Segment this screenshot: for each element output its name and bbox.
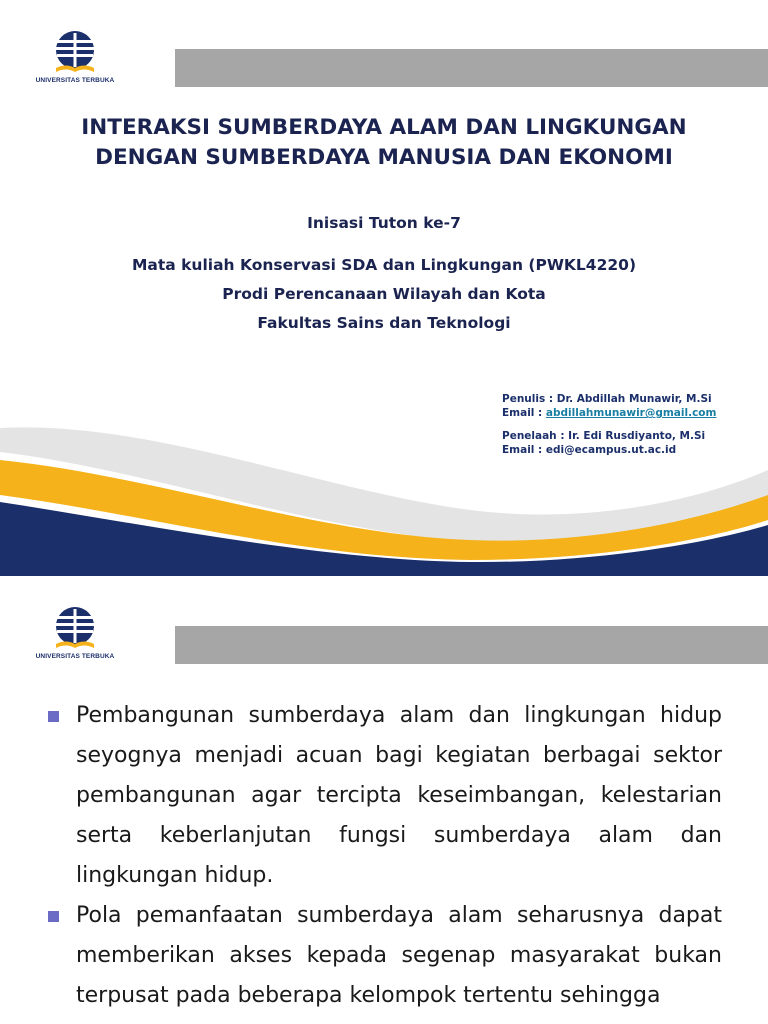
header-bar xyxy=(175,626,768,664)
bullet-square-icon xyxy=(48,711,59,722)
list-item xyxy=(46,696,722,896)
reviewer-email: Email : edi@ecampus.ut.ac.id xyxy=(502,444,677,456)
title-line-2: DENGAN SUMBERDAYA MANUSIA DAN EKONOMI xyxy=(95,145,673,170)
author-email-label: Email : xyxy=(502,407,546,419)
university-logo xyxy=(30,604,120,664)
logo-text: UNIVERSITAS TERBUKA xyxy=(35,77,115,84)
course-label: Mata kuliah Konservasi SDA dan Lingkungan (PWKL4220) xyxy=(131,256,637,274)
bullet-text: Pola pemanfaatan sumberdaya alam seharusnya dapat memberikan akses kepada segenap masyarakat bukan terpusat pada beberapa kelompok tertentu sehingga xyxy=(76,903,722,1008)
reviewer-name: Penelaah : Ir. Edi Rusdiyanto, M.Si xyxy=(502,430,706,442)
author-name: Penulis : Dr. Abdillah Munawir, M.Si xyxy=(502,393,712,405)
faculty-label: Fakultas Sains dan Teknologi xyxy=(257,314,511,332)
bullet-text: Pembangunan sumberdaya alam dan lingkungan hidup seyognya menjadi acuan bagi kegiatan berbagai sektor pembangunan agar tercipta keseimbangan, kelestarian serta keberlanjutan fungsi sumberdaya alam dan lingkungan hidup. xyxy=(76,703,722,888)
logo-text: UNIVERSITAS TERBUKA xyxy=(35,653,115,660)
wave-decoration xyxy=(0,400,768,576)
content-slide xyxy=(0,590,768,1024)
logo-emblem-icon xyxy=(30,604,120,654)
university-logo xyxy=(30,28,120,88)
author-email-link[interactable]: abdillahmunawir@gmail.com xyxy=(545,407,717,419)
bullet-list xyxy=(46,696,722,1016)
session-label: Inisasi Tuton ke-7 xyxy=(307,214,461,232)
slide-title xyxy=(0,113,768,173)
header-bar xyxy=(175,49,768,87)
logo-emblem-icon xyxy=(30,28,120,78)
list-item xyxy=(46,896,722,1016)
bullet-square-icon xyxy=(48,911,59,922)
title-line-1: INTERAKSI SUMBERDAYA ALAM DAN LINGKUNGAN xyxy=(81,115,687,140)
program-label: Prodi Perencanaan Wilayah dan Kota xyxy=(222,285,546,303)
